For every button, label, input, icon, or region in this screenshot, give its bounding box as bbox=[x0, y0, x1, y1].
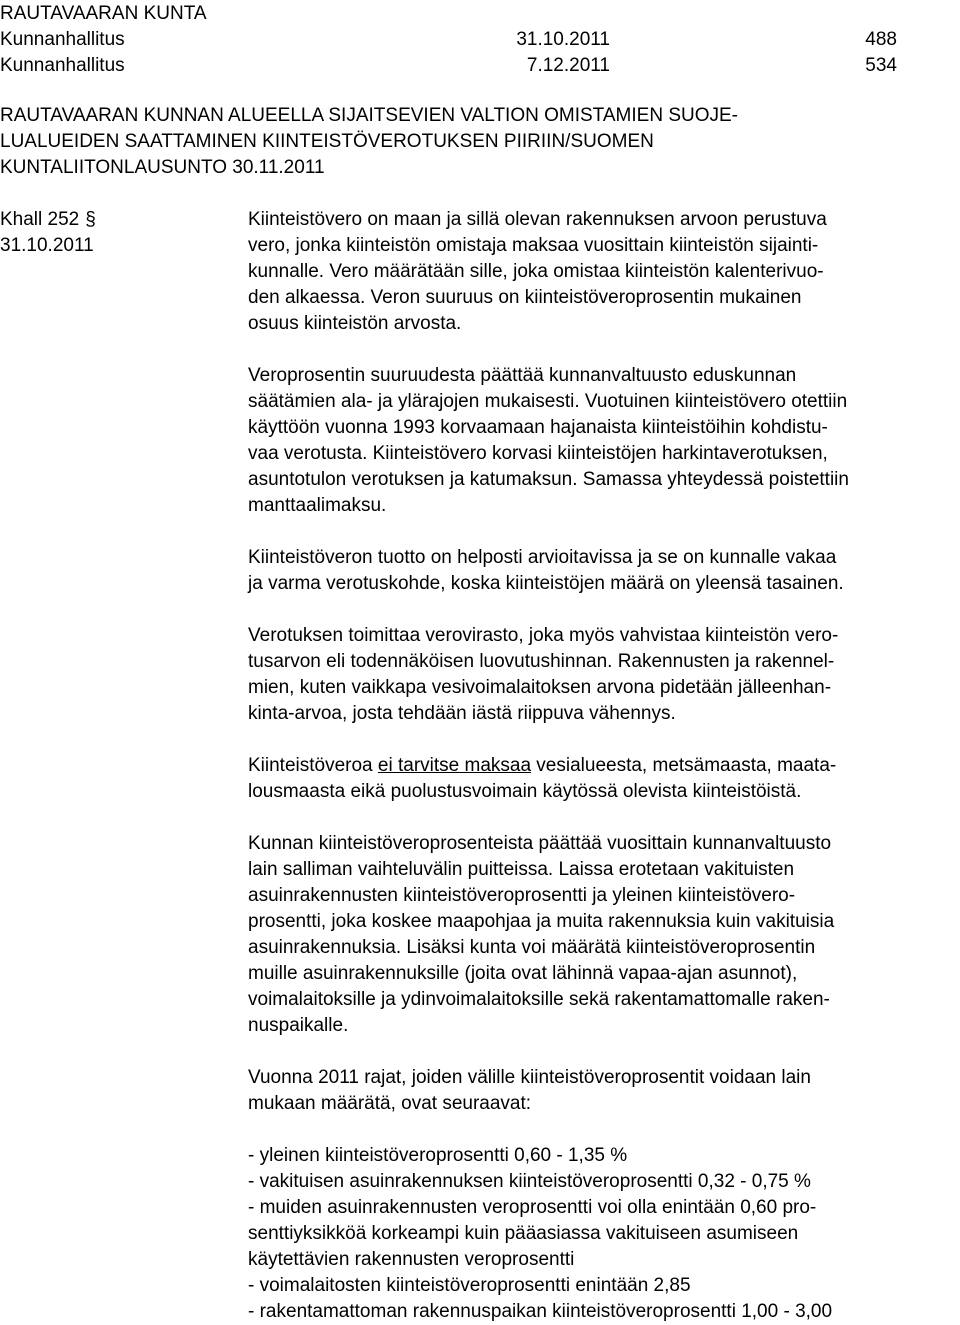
paragraph bbox=[248, 753, 960, 805]
title-line: KUNTALIITONLAUSUNTO 30.11.2011 bbox=[0, 157, 325, 178]
meeting-reference-row bbox=[0, 27, 900, 53]
title-line: LUALUEIDEN SAATTAMINEN KIINTEISTÖVEROTUKSEN PIIRIIN/SUOMEN bbox=[0, 131, 654, 152]
paragraph-line: mukaan määrätä, ovat seuraavat: bbox=[248, 1093, 532, 1114]
paragraph-line: kinta-arvoa, josta tehdään iästä riippuva vähennys. bbox=[248, 703, 676, 724]
list-item: - yleinen kiinteistöveroprosentti 0,60 - 1,35 % bbox=[248, 1145, 628, 1166]
tax-rate-list bbox=[248, 1143, 960, 1325]
paragraph bbox=[248, 831, 960, 1039]
paragraph-line: prosentti, joka koskee maapohjaa ja muita rakennuksia kuin vakituisia bbox=[248, 911, 835, 932]
list-item: - muiden asuinrakennusten veroprosentti voi olla enintään 0,60 pro- bbox=[248, 1197, 817, 1218]
paragraph-line: käyttöön vuonna 1993 korvaamaan hajanaista kiinteistöihin kohdistu- bbox=[248, 417, 828, 438]
title-line: RAUTAVAARAN KUNNAN ALUEELLA SIJAITSEVIEN VALTION OMISTAMIEN SUOJE- bbox=[0, 105, 738, 126]
paragraph-line: den alkaessa. Veron suuruus on kiinteistöveroprosentin mukainen bbox=[248, 287, 802, 308]
list-item: käytettävien rakennusten veroprosentti bbox=[248, 1249, 575, 1270]
page-number: 534 bbox=[865, 55, 897, 76]
meeting-date: 7.12.2011 bbox=[526, 55, 610, 76]
paragraph bbox=[248, 545, 960, 597]
paragraph-line: Vuonna 2011 rajat, joiden välille kiinteistöveroprosentit voidaan lain bbox=[248, 1067, 811, 1088]
paragraph bbox=[248, 623, 960, 727]
paragraph-line: muille asuinrakennuksille (joita ovat lähinnä vapaa-ajan asunnot), bbox=[248, 963, 798, 984]
section-reference bbox=[0, 207, 240, 233]
paragraph-line: kunnalle. Vero määrätään sille, joka omistaa kiinteistön kalenterivuo- bbox=[248, 261, 824, 282]
paragraph bbox=[248, 207, 960, 337]
paragraph-line: Verotuksen toimittaa verovirasto, joka myös vahvistaa kiinteistön vero- bbox=[248, 625, 839, 646]
list-item: senttiyksikköä korkeampi kuin pääasiassa vakituiseen asumiseen bbox=[248, 1223, 799, 1244]
paragraph-line: Kunnan kiinteistöveroprosenteista päättää vuosittain kunnanvaltuusto bbox=[248, 833, 832, 854]
document-body bbox=[248, 207, 960, 1325]
paragraph bbox=[248, 363, 960, 519]
paragraph-line: voimalaitoksille ja ydinvoimalaitoksille sekä rakentamattomalle raken- bbox=[248, 989, 830, 1010]
paragraph bbox=[248, 1065, 960, 1117]
paragraph-line: nuspaikalle. bbox=[248, 1015, 349, 1036]
section-number: Khall 252 bbox=[0, 209, 80, 230]
paragraph-line: tusarvon eli todennäköisen luovutushinnan. Rakennusten ja rakennel- bbox=[248, 651, 835, 672]
paragraph-line: lousmaasta eikä puolustusvoimain käytössä olevista kiinteistöistä. bbox=[248, 781, 802, 802]
paragraph-line: säätämien ala- ja ylärajojen mukaisesti. Vuotuinen kiinteistövero otettiin bbox=[248, 391, 848, 412]
section-mark: § bbox=[85, 209, 96, 230]
paragraph-line: ja varma verotuskohde, koska kiinteistöjen määrä on yleensä tasainen. bbox=[248, 573, 844, 594]
meeting-reference-row bbox=[0, 53, 900, 79]
paragraph-line bbox=[248, 753, 960, 779]
list-item: - rakentamattoman rakennuspaikan kiinteistöveroprosentti 1,00 - 3,00 bbox=[248, 1301, 833, 1322]
meeting-body: Kunnanhallitus bbox=[0, 29, 125, 50]
paragraph-line: vero, jonka kiinteistön omistaja maksaa vuosittain kiinteistön sijainti- bbox=[248, 235, 819, 256]
section-date: 31.10.2011 bbox=[0, 235, 94, 256]
list-item: - vakituisen asuinrakennuksen kiinteistöveroprosentti 0,32 - 0,75 % bbox=[248, 1171, 811, 1192]
paragraph-line: Veroprosentin suuruudesta päättää kunnanvaltuusto eduskunnan bbox=[248, 365, 797, 386]
underlined-phrase: ei tarvitse maksaa bbox=[377, 755, 532, 776]
paragraph-line: asuinrakennusten kiinteistöveroprosentti ja yleinen kiinteistövero- bbox=[248, 885, 796, 906]
document-title bbox=[0, 103, 950, 181]
paragraph-line: osuus kiinteistön arvosta. bbox=[248, 313, 462, 334]
paragraph-line: mien, kuten vaikkapa vesivoimalaitoksen arvona pidetään jälleenhan- bbox=[248, 677, 832, 698]
text-run: Kiinteistöveroa bbox=[248, 755, 378, 776]
paragraph-line: asuinrakennuksia. Lisäksi kunta voi määrätä kiinteistöveroprosentin bbox=[248, 937, 816, 958]
page-number: 488 bbox=[865, 29, 897, 50]
list-item: - voimalaitosten kiinteistöveroprosentti enintään 2,85 bbox=[248, 1275, 691, 1296]
paragraph-line: lain salliman vaihteluvälin puitteissa. Laissa erotetaan vakituisten bbox=[248, 859, 795, 880]
text-run: vesialueesta, metsämaasta, maata- bbox=[531, 755, 837, 776]
organization-name: RAUTAVAARAN KUNTA bbox=[0, 3, 207, 24]
meeting-body: Kunnanhallitus bbox=[0, 55, 125, 76]
paragraph-line: vaa verotusta. Kiinteistövero korvasi kiinteistöjen harkintaverotuksen, bbox=[248, 443, 828, 464]
meeting-date: 31.10.2011 bbox=[516, 29, 610, 50]
paragraph-line: Kiinteistöveron tuotto on helposti arvioitavissa ja se on kunnalle vakaa bbox=[248, 547, 837, 568]
section-sidebar bbox=[0, 207, 240, 259]
paragraph-line: asuntotulon verotuksen ja katumaksun. Samassa yhteydessä poistettiin bbox=[248, 469, 849, 490]
paragraph-line: Kiinteistövero on maan ja sillä olevan rakennuksen arvoon perustuva bbox=[248, 209, 827, 230]
paragraph-line: manttaalimaksu. bbox=[248, 495, 387, 516]
